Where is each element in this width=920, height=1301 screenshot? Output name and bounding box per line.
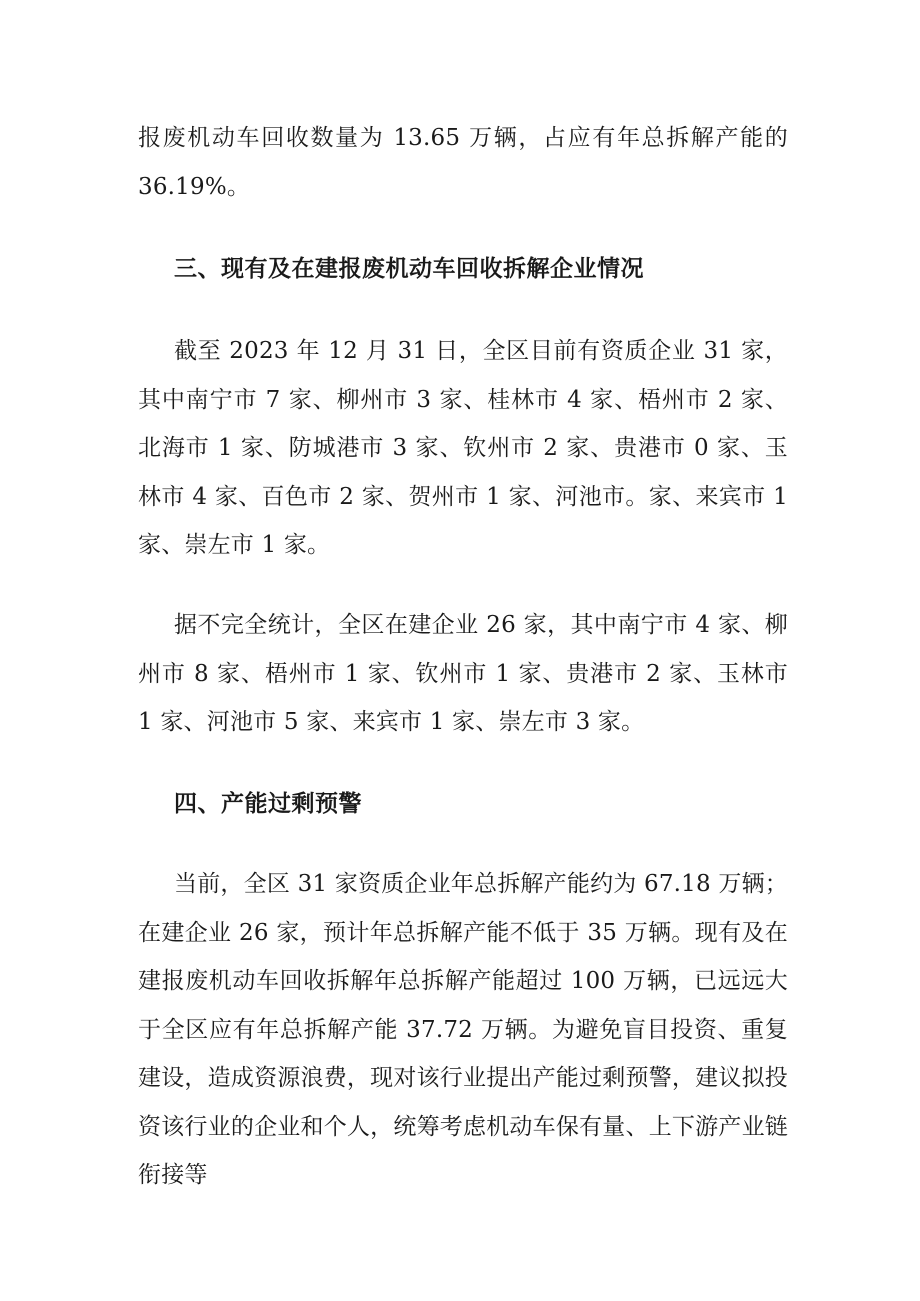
section-heading-overcapacity-warning: 四、产能过剩预警 xyxy=(174,791,362,817)
paragraph-recycling-volume: 报废机动车回收数量为 13.65 万辆，占应有年总拆解产能的 36.19%。 xyxy=(138,125,788,200)
paragraph-enterprises-under-construction: 据不完全统计，全区在建企业 26 家，其中南宁市 4 家、柳州市 8 家、梧州市 1 家、钦州市 1 家、贵港市 2 家、玉林市 1 家、河池市 5 家、来宾市 1 家、崇左市 3 家。 xyxy=(138,612,788,735)
paragraph-overcapacity-warning: 当前，全区 31 家资质企业年总拆解产能约为 67.18 万辆；在建企业 26 家，预计年总拆解产能不低于 35 万辆。现有及在建报废机动车回收拆解年总拆解产能超过 100 万辆，已远远大于全区应有年总拆解产能 37.72 万辆。为避免盲目投资、重复建设，造成资源浪费，现对该行业提出产能过剩预警，建议拟投资该行业的企业和个人，统筹考虑机动车保有量、上下游产业链衔接等 xyxy=(138,871,788,1188)
paragraph-qualified-enterprises: 截至 2023 年 12 月 31 日，全区目前有资质企业 31 家，其中南宁市 7 家、柳州市 3 家、桂林市 4 家、梧州市 2 家、北海市 1 家、防城港市 3 家、钦州市 2 家、贵港市 0 家、玉林市 4 家、百色市 2 家、贺州市 1 家、河池市。家、来宾市 1 家、崇左市 1 家。 xyxy=(138,338,788,558)
section-heading-existing-enterprises: 三、现有及在建报废机动车回收拆解企业情况 xyxy=(174,256,644,282)
